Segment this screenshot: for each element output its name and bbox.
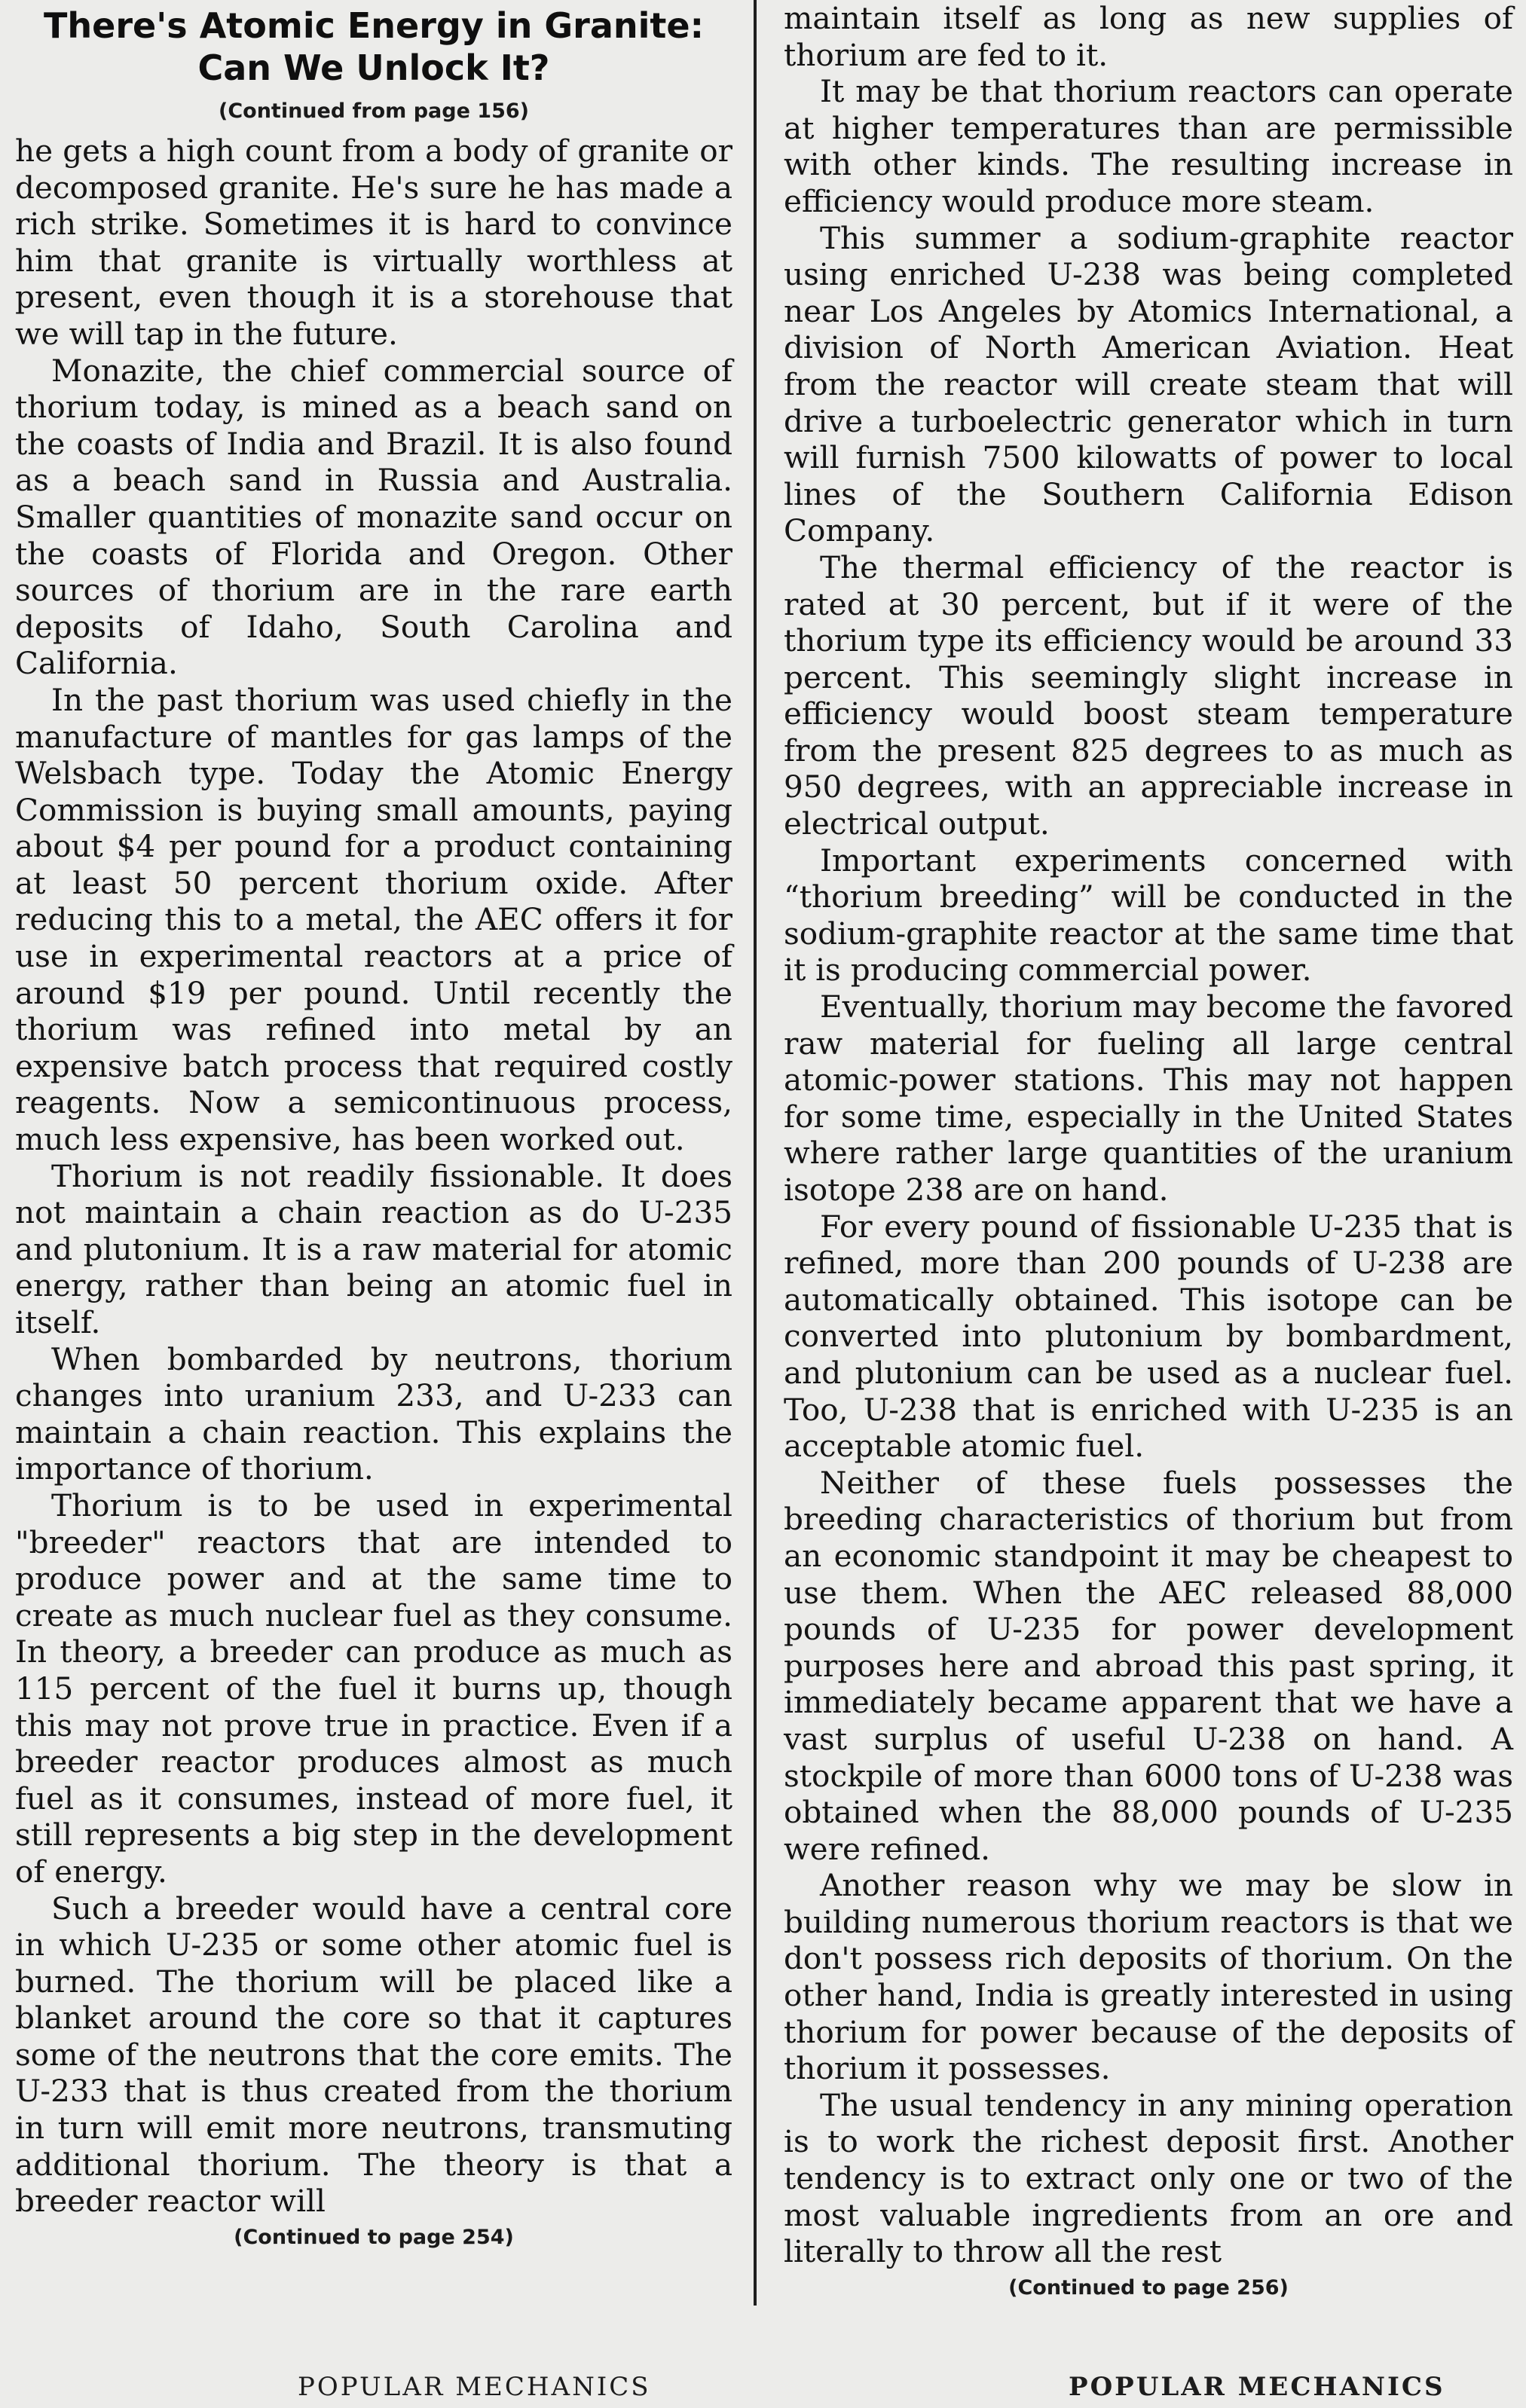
paragraph: maintain itself as long as new supplies of thorium are fed to it. [784,0,1513,73]
article-headline [15,5,732,89]
paragraph: Important experiments concerned with “thorium breeding” will be conducted in the sodium-graphite reactor at the same time that it is producing commercial power. [784,842,1513,989]
paragraph: Thorium is not readily fissionable. It does not maintain a chain reaction as do U-235 and plutonium. It is a raw material for atomic energy, rather than being an atomic fuel in itself. [15,1157,732,1340]
paragraph: Another reason why we may be slow in building numerous thorium reactors is that we don't possess rich deposits of thorium. On the other hand, India is greatly interested in using thorium for power because of the deposits of thorium it possesses. [784,1867,1513,2087]
paragraph: In the past thorium was used chiefly in the manufacture of mantles for gas lamps of the Welsbach type. Today the Atomic Energy Commission is buying small amounts, paying about $4 per pound for a product containing at least 50 percent thorium oxide. After reducing this to a metal, the AEC offers it for use in experimental reactors at a price of around $19 per pound. Until recently the thorium was refined into metal by an expensive batch process that required costly reagents. Now a semicontinuous process, much less expensive, has been worked out. [15,681,732,1158]
paragraph: Neither of these fuels possesses the breeding characteristics of thorium but from an economic standpoint it may be cheapest to use them. When the AEC released 88,000 pounds of U-235 for power development purposes here and abroad this past spring, it immediately became apparent that we have a vast surplus of useful U-238 on hand. A stockpile of more than 6000 tons of U-238 was obtained when the 88,000 pounds of U-235 were refined. [784,1464,1513,1867]
paragraph: Such a breeder would have a central core in which U-235 or some other atomic fuel is burned. The thorium will be placed like a blanket around the core so that it captures some of the neutrons that the core emits. The U-233 that is thus created from the thorium in turn will emit more neutrons, transmuting additional thorium. The theory is that a breeder reactor will [15,1890,732,2220]
paragraph: The thermal efficiency of the reactor is rated at 30 percent, but if it were of the thorium type its efficiency would be around 33 percent. This seemingly slight increase in efficiency would boost steam temperature from the present 825 degrees to as much as 950 degrees, with an appreciable increase in electrical output. [784,549,1513,842]
paragraph: Eventually, thorium may become the favored raw material for fueling all large central atomic-power stations. This may not happen for some time, especially in the United States where rather large quantities of the uranium isotope 238 are on hand. [784,989,1513,1208]
paragraph: It may be that thorium reactors can operate at higher temperatures than are permissible with other kinds. The resulting increase in efficiency would produce more steam. [784,73,1513,219]
headline-line-1: There's Atomic Energy in Granite: [44,5,704,46]
headline-line-2: Can We Unlock It? [197,47,550,88]
paragraph: Thorium is to be used in experimental "breeder" reactors that are intended to produce power and at the same time to create as much nuclear fuel as they consume. In theory, a breeder can produce as much as 115 percent of the fuel it burns up, though this may not prove true in practice. Even if a breeder reactor produces almost as much fuel as it consumes, instead of more fuel, it still represents a big step in the development of energy. [15,1487,732,1890]
paragraph: Monazite, the chief commercial source of thorium today, is mined as a beach sand on the coasts of India and Brazil. It is also found as a beach sand in Russia and Australia. Smaller quantities of monazite sand occur on the coasts of Florida and Oregon. Other sources of thorium are in the rare earth deposits of Idaho, South Carolina and California. [15,352,732,682]
paragraph: For every pound of fissionable U-235 that is refined, more than 200 pounds of U-238 are automatically obtained. This isotope can be converted into plutonium by bombardment, and plutonium can be used as a nuclear fuel. Too, U-238 that is enriched with U-235 is an acceptable atomic fuel. [784,1208,1513,1465]
footer-publication-right: POPULAR MECHANICS [1069,2372,1445,2402]
paragraph: The usual tendency in any mining operation is to work the richest deposit first. Another tendency is to extract only one or two of the most valuable ingredients from an ore and literally to throw all the rest [784,2086,1513,2270]
paragraph: This summer a sodium-graphite reactor using enriched U-238 was being completed near Los Angeles by Atomics International, a division of North American Aviation. Heat from the reactor will create steam that will drive a turboelectric generator which in turn will furnish 7500 kilowatts of power to local lines of the Southern California Edison Company. [784,219,1513,549]
continued-to-note-left: (Continued to page 254) [234,2225,514,2249]
right-column [784,0,1513,2303]
continued-from-note: (Continued from page 156) [218,99,529,123]
paragraph: When bombarded by neutrons, thorium changes into uranium 233, and U-233 can maintain a chain reaction. This explains the importance of thorium. [15,1340,732,1487]
continued-to-note-right: (Continued to page 256) [1008,2275,1289,2300]
column-divider [754,0,757,2306]
paragraph: he gets a high count from a body of granite or decomposed granite. He's sure he has made a rich strike. Sometimes it is hard to convince him that granite is virtually worthless at present, even though it is a storehouse that we will tap in the future. [15,133,732,352]
footer-publication-left: POPULAR MECHANICS [298,2372,651,2402]
left-column [15,0,732,2253]
